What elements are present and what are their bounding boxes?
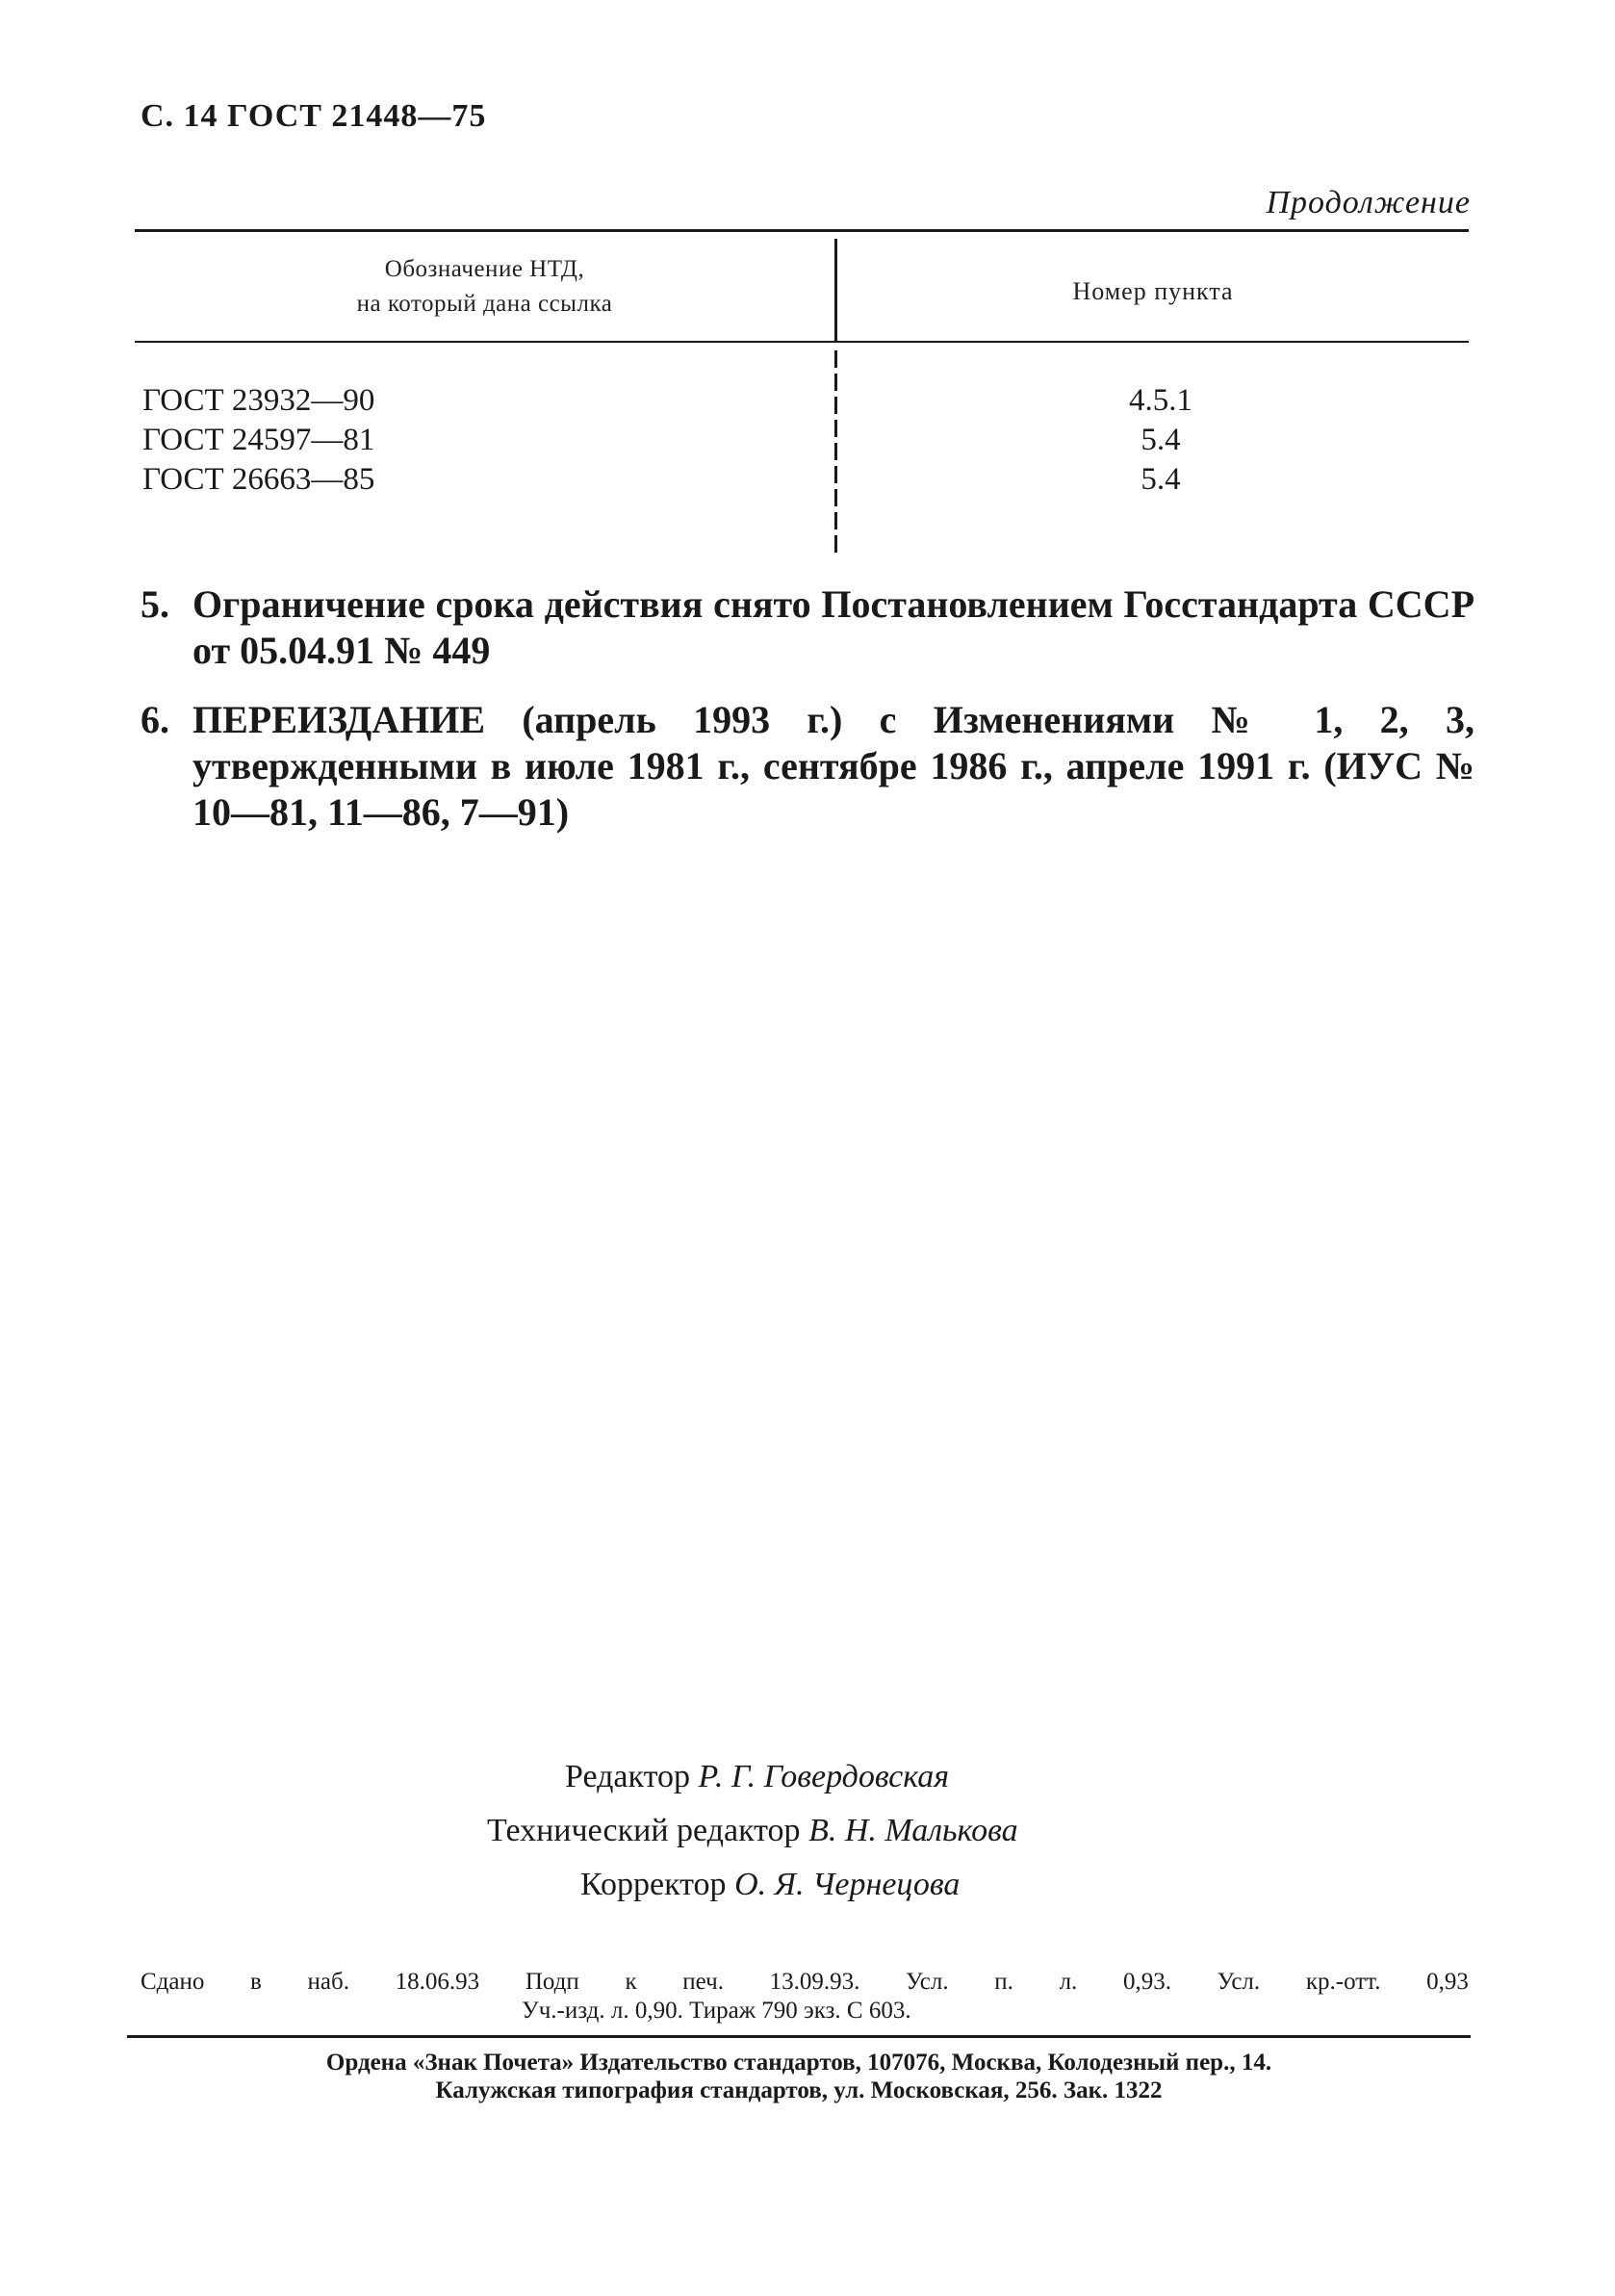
reference-table <box>135 229 1469 556</box>
print-word: Сдано <box>141 1969 205 1995</box>
print-word: 0,93 <box>1426 1969 1469 1995</box>
corrector-line <box>580 1858 1615 1912</box>
note-item <box>141 581 1474 674</box>
print-word: 18.06.93 <box>395 1969 480 1995</box>
corrector-name: О. Я. Чернецова <box>734 1867 961 1902</box>
table-body <box>142 381 1469 500</box>
table-top-rule <box>135 229 1469 232</box>
publisher-info <box>127 2049 1471 2104</box>
print-word: к <box>625 1969 637 1995</box>
tech-editor-name: В. Н. Малькова <box>808 1813 1018 1848</box>
table-row <box>142 381 1469 421</box>
table-row <box>142 421 1469 460</box>
print-word: кр.-отт. <box>1305 1969 1381 1995</box>
corrector-role: Корректор <box>580 1867 727 1902</box>
print-word: Усл. <box>1217 1969 1261 1995</box>
print-details-line2: Уч.-изд. л. 0,90. Тираж 790 экз. С 603. <box>522 1998 911 2024</box>
table-header-rule <box>135 341 1469 343</box>
imprint-divider <box>127 2035 1471 2038</box>
print-details <box>141 1968 1469 2025</box>
clause-number: 5.4 <box>1141 423 1181 457</box>
column-header-document-line2: на который дана ссылка <box>356 291 613 317</box>
tech-editor-role: Технический редактор <box>487 1813 801 1848</box>
clause-number: 4.5.1 <box>1129 383 1192 418</box>
note-number: 6. <box>141 698 169 741</box>
print-word: наб. <box>307 1969 349 1995</box>
column-header-clause: Номер пункта <box>1072 277 1234 305</box>
note-text: ПЕРЕИЗДАНИЕ (апрель 1993 г.) с Изменениями № 1, 2, 3, утвержденными в июле 1981 г., сентябре 1986 г., апреле 1991 г. (ИУС № 10—81, 11—86, 7—91) <box>192 698 1474 834</box>
column-header-document-line1: Обозначение НТД, <box>384 256 585 282</box>
page-header: С. 14 ГОСТ 21448—75 <box>141 98 487 134</box>
print-details-line1 <box>141 1968 1469 1997</box>
publisher-line1: Ордена «Знак Почета» Издательство стандартов, 107076, Москва, Колодезный пер., 14. <box>325 2050 1272 2076</box>
print-word: в <box>250 1969 262 1995</box>
print-word: печ. <box>682 1969 724 1995</box>
note-text: Ограничение срока действия снято Постановлением Госстандарта СССР от 05.04.91 № 449 <box>192 582 1474 672</box>
print-word: п. <box>994 1969 1013 1995</box>
document-code: ГОСТ 24597—81 <box>142 423 375 457</box>
print-word: Усл. <box>906 1969 949 1995</box>
editorial-staff <box>0 1750 1615 1912</box>
print-word: 13.09.93. <box>769 1969 860 1995</box>
clause-number: 5.4 <box>1141 462 1181 497</box>
editor-name: Р. Г. Говердовская <box>698 1759 950 1794</box>
column-divider-header <box>834 239 837 341</box>
print-word: л. <box>1059 1969 1078 1995</box>
notes-section <box>141 581 1474 859</box>
print-word: Подп <box>525 1969 579 1995</box>
column-header-document <box>135 252 834 322</box>
print-word: 0,93. <box>1122 1969 1171 1995</box>
document-code: ГОСТ 26663—85 <box>142 462 375 497</box>
note-number: 5. <box>141 582 169 626</box>
table-row <box>142 460 1469 500</box>
note-item <box>141 697 1474 836</box>
publisher-line2: Калужская типография стандартов, ул. Московская, 256. Зак. 1322 <box>435 2077 1163 2103</box>
editor-role: Редактор <box>565 1759 690 1794</box>
tech-editor-line <box>487 1804 1615 1858</box>
document-code: ГОСТ 23932—90 <box>142 383 375 418</box>
editor-line <box>565 1750 1615 1804</box>
continuation-label: Продолжение <box>1266 185 1471 220</box>
